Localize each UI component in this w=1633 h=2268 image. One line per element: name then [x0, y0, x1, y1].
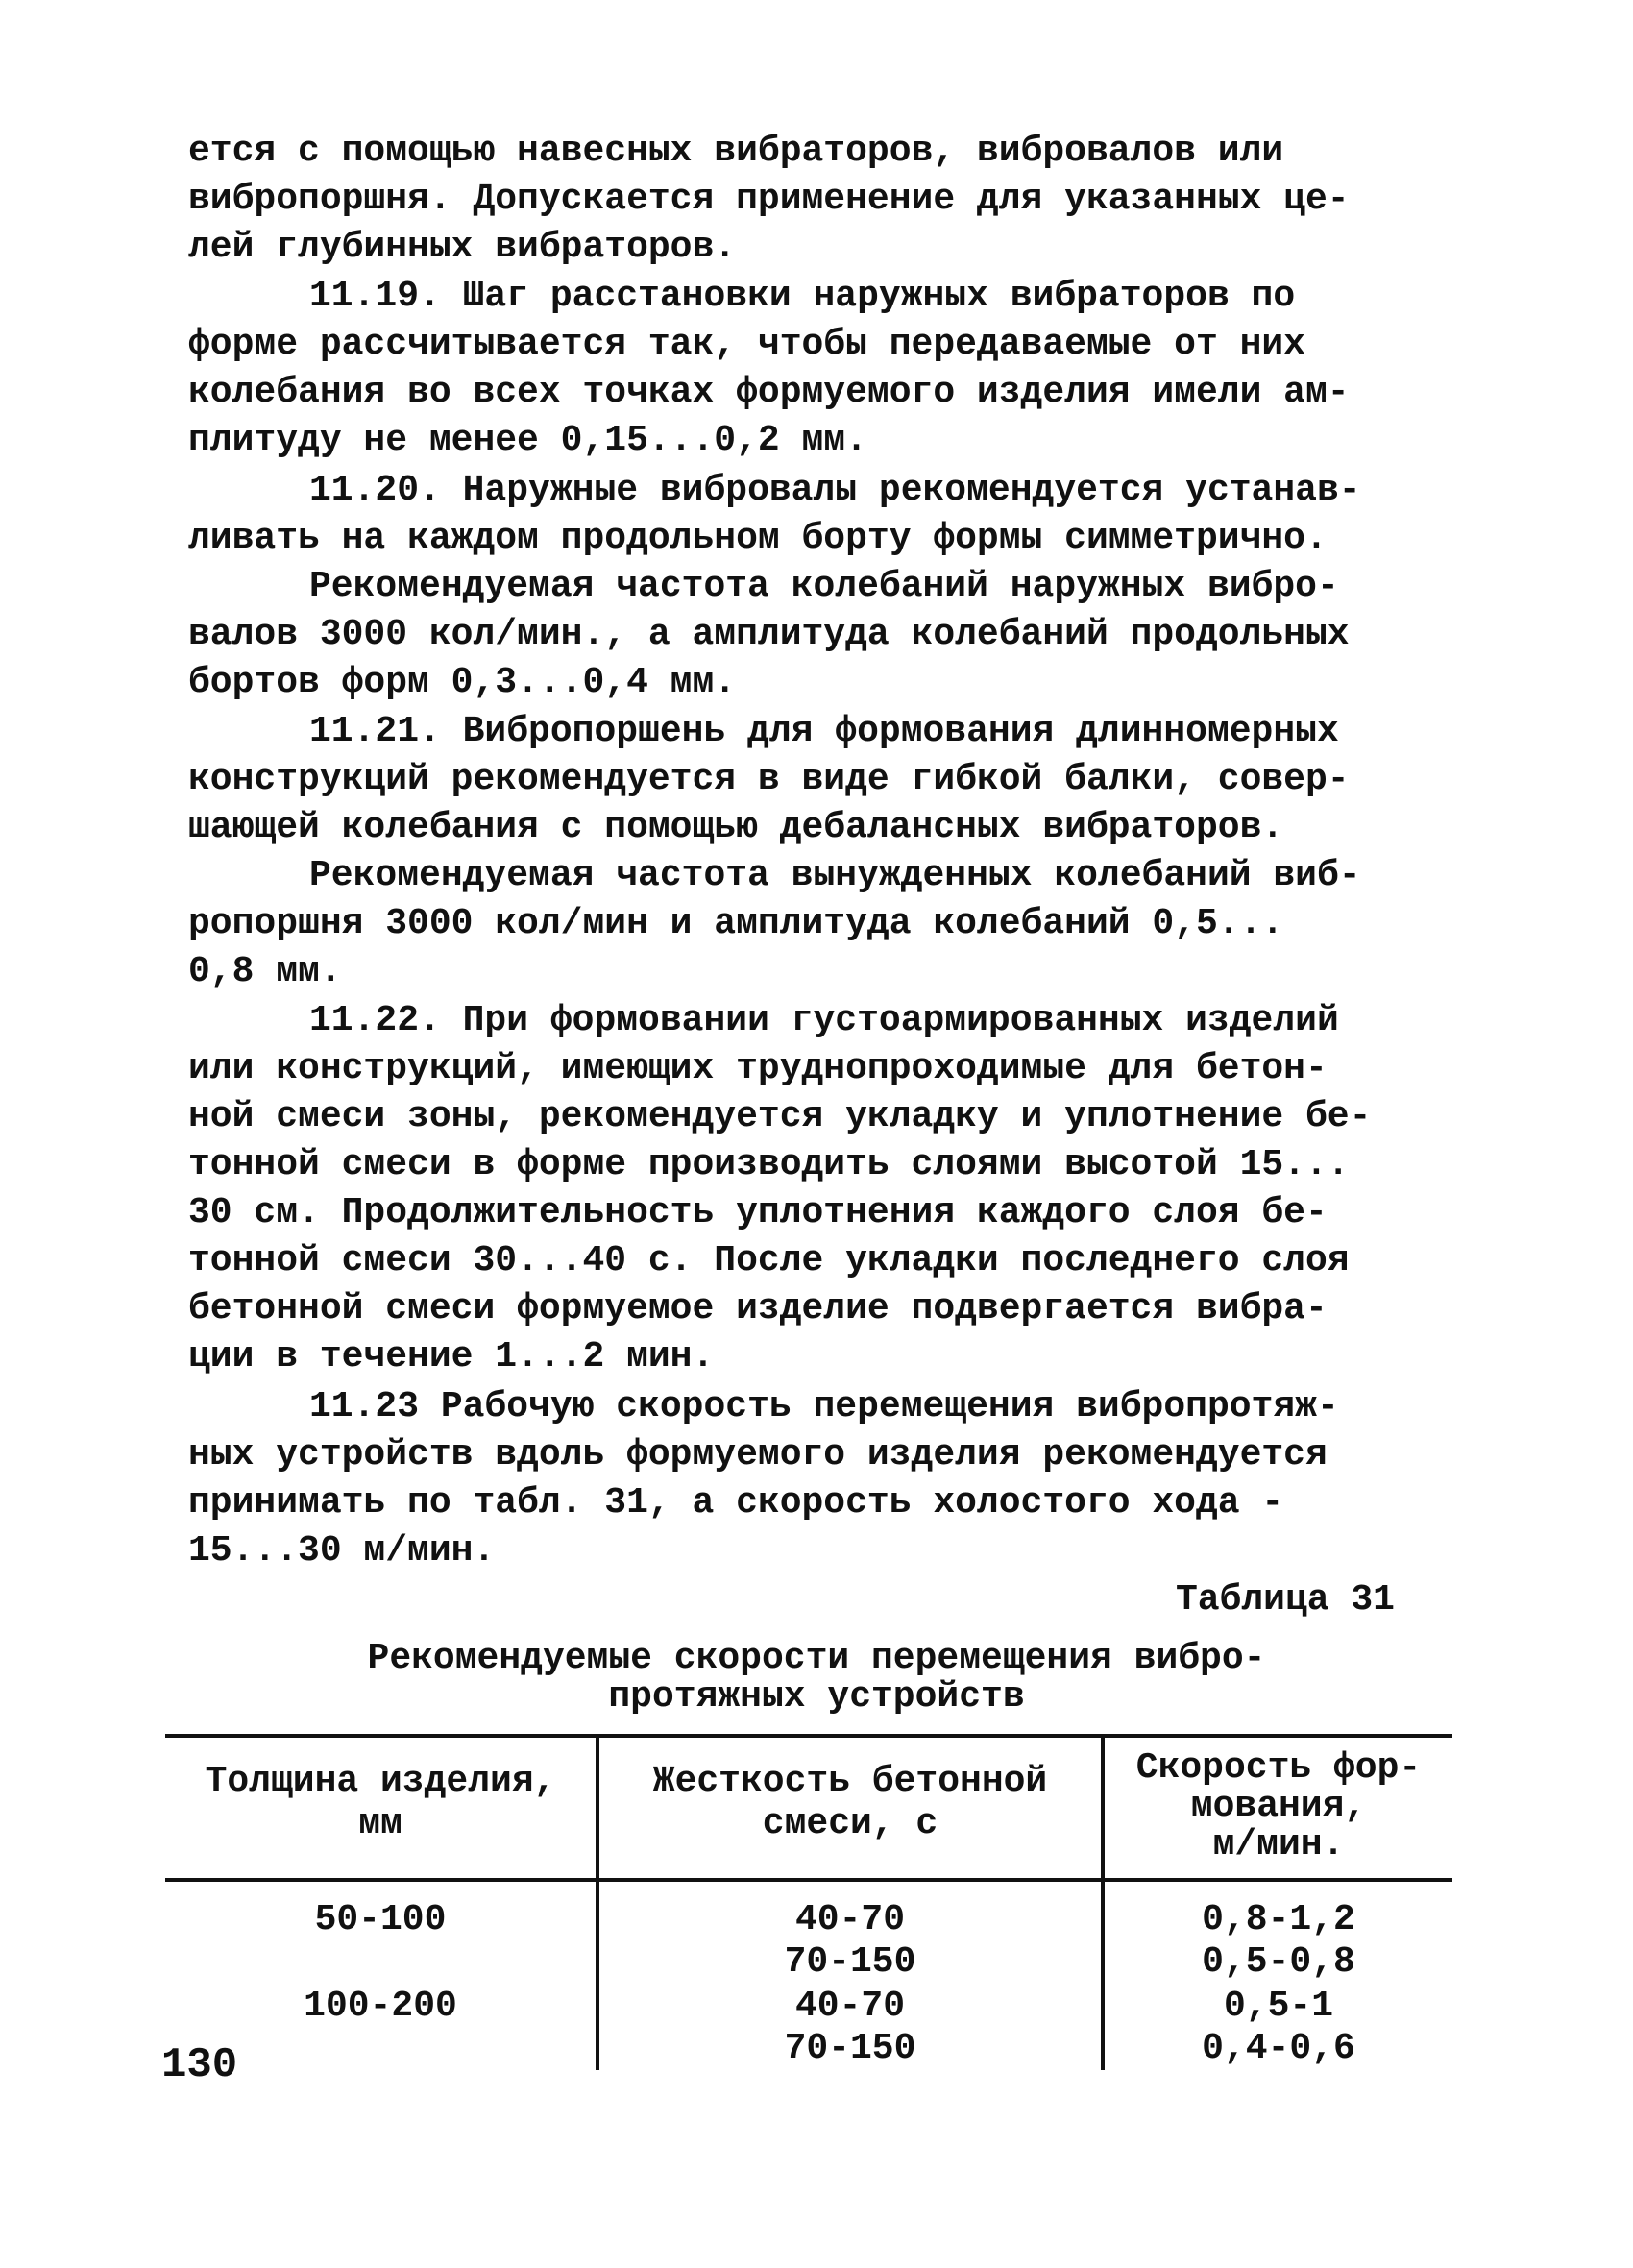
table-caption	[240, 1640, 1393, 1717]
cell-value: 50-100	[314, 1899, 447, 1940]
text-line: колебания во всех точках формуемого изделия имели ам-	[188, 372, 1350, 413]
table-cell-speed	[1105, 1899, 1452, 1984]
header-speed	[1105, 1749, 1452, 1865]
table-top-rule	[165, 1734, 1452, 1738]
cell-value: 70-150	[784, 1941, 916, 1983]
cell-value: 0,4-0,6	[1202, 2028, 1355, 2069]
text-line: форме рассчитывается так, чтобы передаваемые от них	[188, 324, 1305, 365]
paragraph-11-22	[188, 997, 1475, 1381]
text-line: 0,8 мм.	[188, 951, 342, 992]
text-line: 11.20. Наружные вибровалы рекомендуется устанав-	[309, 470, 1361, 511]
text-line: шающей колебания с помощью дебалансных вибраторов.	[188, 807, 1284, 848]
paragraph-vibropiston-frequency	[188, 852, 1475, 996]
page-number: 130	[161, 2041, 238, 2089]
header-stiffness	[599, 1761, 1101, 1845]
text-line: тонной смеси в форме производить слоями высотой 15...	[188, 1144, 1350, 1185]
cell-value: 70-150	[784, 2028, 916, 2069]
text-line: Рекомендуемая частота колебаний наружных вибро-	[309, 566, 1339, 607]
text-line: 11.22. При формовании густоармированных изделий	[309, 1000, 1339, 1041]
text-line: лей глубинных вибраторов.	[188, 227, 737, 268]
text-line: бортов форм 0,3...0,4 мм.	[188, 662, 737, 703]
paragraph-11-21	[188, 708, 1475, 852]
text-line: 30 см. Продолжительность уплотнения каждого слоя бе-	[188, 1192, 1328, 1233]
text-line: ется с помощью навесных вибраторов, вибровалов или	[188, 131, 1284, 172]
paragraph-continuation	[188, 128, 1475, 272]
text-line: ной смеси зоны, рекомендуется укладку и уплотнение бе-	[188, 1096, 1372, 1137]
text-line: 11.19. Шаг расстановки наружных вибраторов по	[309, 276, 1296, 317]
text-line: ции в течение 1...2 мин.	[188, 1336, 715, 1378]
paragraph-11-23	[188, 1383, 1475, 1575]
text-line: ливать на каждом продольном борту формы симметрично.	[188, 518, 1328, 559]
cell-value: 0,5-1	[1223, 1986, 1334, 2027]
table-cell-stiffness	[599, 1986, 1101, 2070]
cell-value: 0,8-1,2	[1202, 1899, 1355, 1940]
text-line: 15...30 м/мин.	[188, 1530, 496, 1572]
table-label: Таблица 31	[1175, 1579, 1395, 1621]
text-line: 11.23 Рабочую скорость перемещения вибропротяж-	[309, 1386, 1339, 1427]
paragraph-11-19	[188, 273, 1475, 465]
header-line: смеси, с	[762, 1803, 938, 1844]
text-line: принимать по табл. 31, а скорость холостого хода -	[188, 1482, 1284, 1524]
text-line: ных устройств вдоль формуемого изделия рекомендуется	[188, 1434, 1328, 1475]
cell-value: 0,5-0,8	[1202, 1941, 1355, 1983]
table-cell-thickness	[165, 1899, 596, 1941]
table-cell-speed	[1105, 1986, 1452, 2070]
cell-value: 40-70	[794, 1986, 906, 2027]
header-line: м/мин.	[1212, 1824, 1345, 1866]
text-line: или конструкций, имеющих труднопроходимые для бетон-	[188, 1048, 1328, 1089]
text-line: валов 3000 кол/мин., а амплитуда колебаний продольных	[188, 614, 1350, 655]
header-line: Толщина изделия,	[205, 1761, 556, 1802]
paragraph-11-20	[188, 467, 1475, 563]
table-header-rule	[165, 1878, 1452, 1882]
header-thickness	[165, 1761, 596, 1845]
table-cell-thickness	[165, 1986, 596, 2028]
text-line: конструкций рекомендуется в виде гибкой балки, совер-	[188, 759, 1350, 800]
header-line: мм	[358, 1803, 402, 1844]
cell-value: 40-70	[794, 1899, 906, 1940]
cell-value: 100-200	[304, 1986, 457, 2027]
text-line: плитуду не менее 0,15...0,2 мм.	[188, 420, 867, 461]
paragraph-vibroroller-frequency	[188, 563, 1475, 707]
table-cell-stiffness	[599, 1899, 1101, 1984]
text-line: Рекомендуемая частота вынужденных колебаний виб-	[309, 855, 1361, 896]
text-line: ропоршня 3000 кол/мин и амплитуда колебаний 0,5...	[188, 903, 1284, 944]
text-line: вибропоршня. Допускается применение для указанных це-	[188, 179, 1350, 220]
caption-line: протяжных устройств	[608, 1676, 1025, 1718]
text-line: бетонной смеси формуемое изделие подвергается вибра-	[188, 1288, 1328, 1329]
text-line: 11.21. Вибропоршень для формования длинномерных	[309, 711, 1339, 752]
header-line: Жесткость бетонной	[652, 1761, 1048, 1802]
text-line: тонной смеси 30...40 с. После укладки последнего слоя	[188, 1240, 1350, 1281]
caption-line: Рекомендуемые скорости перемещения вибро-	[367, 1638, 1266, 1679]
header-line: Скорость фор-	[1135, 1747, 1422, 1789]
header-line: мования,	[1190, 1786, 1367, 1827]
